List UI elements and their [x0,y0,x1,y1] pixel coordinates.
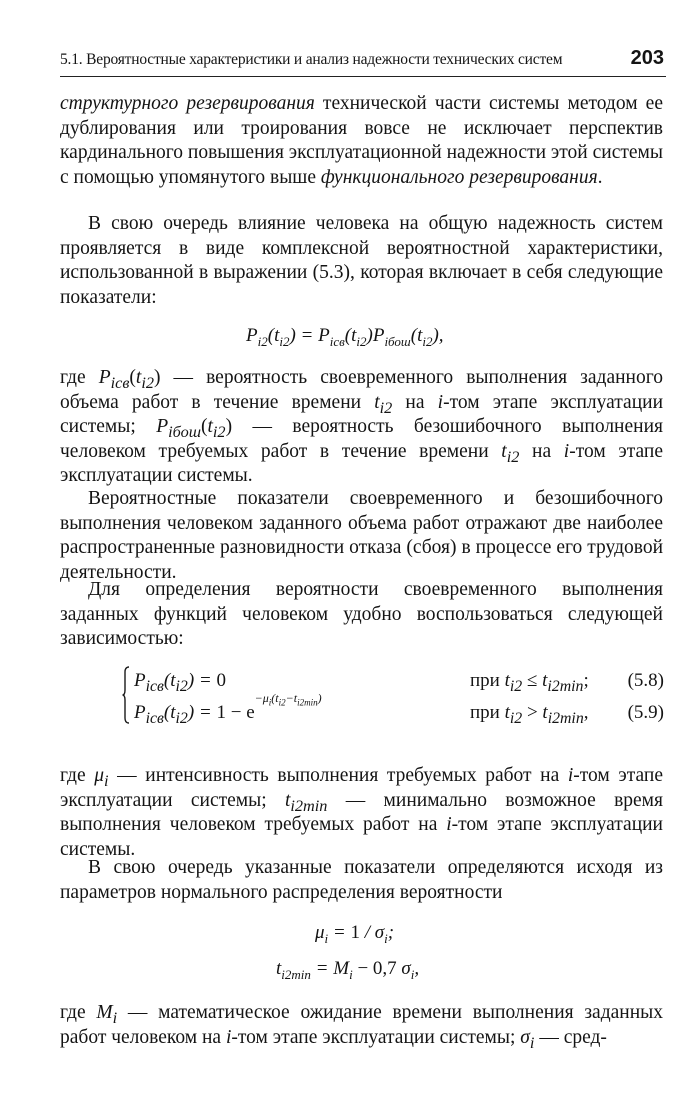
paragraph-2: В свою очередь влияние человека на общую надежность систем проявляется в виде комплексной вероятностной характеристики, использованной в выражении (5.3), которая включает в себя следующие показатели: [60,213,663,308]
term-functional-redundancy: функционального резервирования [320,166,598,188]
running-header [60,42,666,77]
formula-p-i2: $P_{i2}(t_{i2}) = P_{iсв}(t_{i2})P_{iбош}(t_{i2})$, [246,325,444,349]
running-title: 5.1. Вероятностные характеристики и анализ надежности технических систем [60,51,563,68]
equation-number-5-9: (5.9) [627,702,664,723]
paragraph-4: Вероятностные показатели своевременного и безошибочного выполнения человеком заданного объема работ отражают две наиболее распространенные разновидности отказа (сбоя) в процессе его трудовой деятельности. [60,488,663,583]
equation-5-8: $P_{iсв}(t_{i2}) = 0$ при $t_{i2} \le t_{i2min}$; (5.8) [134,670,664,695]
page-number: 203 [630,47,664,69]
paragraph-7: В свою очередь указанные показатели определяются исходя из параметров нормального распределения вероятности [60,857,663,903]
formula-t-i2min: $t_{i2min} = M_i - 0,7$ $\sigma_i$, [276,958,420,982]
term-structural-redundancy: структурного резервирования [60,93,315,114]
equation-5-9: $P_{iсв}(t_{i2}) = 1 - e^{-\mu_i(t_{i2}-t_{i2min})}$ при $t_{i2} > t_{i2min}$, (5.9) [134,690,664,727]
curly-brace-icon [122,666,130,724]
equation-system [120,664,665,732]
paragraph-8: где $M_i$ — математическое ожидание времени выполнения заданных работ человеком на i-том этапе эксплуатации системы; $\sigma_i$ — сред- [60,1002,663,1052]
formula-mu-i: $\mu_i = 1 / \sigma_i$; [315,922,395,946]
paragraph-6: где $\mu_i$ — интенсивность выполнения требуемых работ на i-том этапе эксплуатации системы; $t_{i2min}$ — минимально возможное время выполнения человеком требуемых работ на i-том этапе эксплуатации системы. [60,765,663,860]
paragraph-3: где $P_{iсв}(t_{i2})$ — вероятность своевременного выполнения заданного объема работ в течение времени $t_{i2}$ на i-том этапе эксплуатации системы; $P_{iбош}(t_{i2})$ — вероятность безошибочного выполнения человеком требуемых работ в течение времени $t_{i2}$ на i-том этапе эксплуатации системы. [60,367,664,487]
paragraph-5: Для определения вероятности своевременного выполнения заданных функций человеком удобно воспользоваться следующей зависимостью: [60,579,663,650]
paragraph-1: структурного резервирования технической части системы методом ее дублирования или троирования вовсе не исключает перспектив кардинального повышения эксплуатационной надежности этой системы с помощью упомянутого выше функционального резервирования. [60,93,663,188]
equation-number-5-8: (5.8) [627,670,664,691]
